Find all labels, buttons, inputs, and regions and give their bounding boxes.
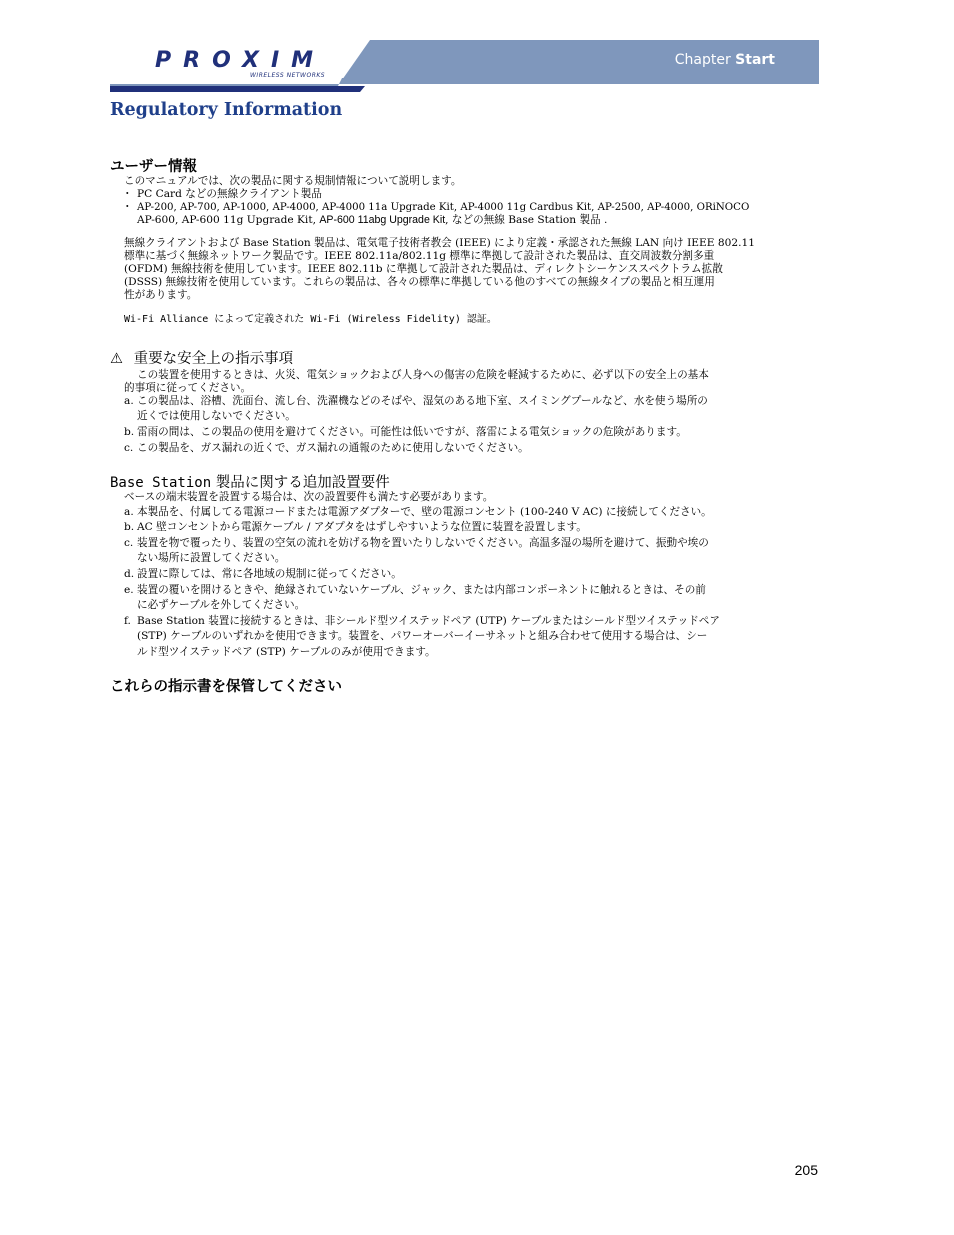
chapter-prefix: Chapter	[674, 52, 736, 68]
safety-item: この製品は、浴槽、洗面台、流し台、洗濯機などのそばや、湿気のある地下室、スイミングプールなど、水を使う場所の	[137, 395, 708, 407]
install-item: AC 壁コンセントから電源ケーブル / アダプタをはずしやすいような位置に装置を設置します。	[137, 521, 587, 533]
list-marker: f.	[124, 615, 131, 627]
bullet-mark: ・	[122, 188, 133, 200]
chapter-label	[675, 52, 775, 68]
safety-intro-cont: 的事項に従ってください。	[124, 382, 252, 394]
page-header	[110, 40, 819, 92]
safety-heading: 重要な安全上の指示事項	[133, 351, 294, 367]
list-marker: c.	[124, 537, 134, 549]
safety-intro: この装置を使用するときは、火災、電気ショックおよび人身への傷害の危険を軽減するために、必ず以下の安全上の基本	[137, 369, 709, 381]
para-line: 性があります。	[124, 289, 198, 301]
install-item: Base Station 装置に接続するときは、非シールド型ツイステッドペア (UTP) ケーブルまたはシールド型ツイステッドペア	[137, 615, 720, 627]
para-line: (DSSS) 無線技術を使用しています。これらの製品は、各々の標準に準拠している他のすべての無線タイプの製品と相互運用	[124, 276, 715, 288]
list-marker: e.	[124, 584, 134, 596]
keep-instructions-heading: これらの指示書を保管してください	[110, 678, 342, 695]
install-item-cont: ない場所に設置してください。	[137, 552, 286, 564]
base-station-intro: ベースの端末装置を設置する場合は、次の設置要件も満たす必要があります。	[124, 491, 494, 503]
bullet-mark: ・	[122, 201, 133, 213]
install-item: 設置に際しては、常に各地域の規制に従ってください。	[137, 568, 402, 580]
ap-600-abg-text: AP-600 11abg Upgrade Kit	[319, 214, 446, 226]
base-station-heading	[110, 471, 390, 492]
list-marker: c.	[124, 442, 134, 454]
bullet-pc-card: PC Card などの無線クライアント製品	[137, 188, 322, 200]
logo-subtitle: WIRELESS NETWORKS	[250, 72, 326, 79]
wifi-note: Wi-Fi Alliance によって定義された Wi-Fi (Wireless Fidelity) 認証。	[124, 314, 497, 325]
page-number: 205	[794, 1162, 818, 1178]
base-station-heading-latin: Base Station	[110, 475, 212, 491]
user-info-heading: ユーザー情報	[110, 158, 197, 175]
install-item-cont: ルド型ツイステッドペア (STP) ケーブルのみが使用できます。	[137, 646, 436, 658]
user-info-intro: このマニュアルでは、次の製品に関する規制情報について説明します。	[124, 175, 462, 187]
install-item-cont: に必ずケーブルを外してください。	[137, 599, 306, 611]
install-item-cont: (STP) ケーブルのいずれかを使用できます。装置を、パワーオーバーイーサネットと組み合わせて使用する場合は、シー	[137, 630, 708, 642]
safety-heading-row	[110, 347, 293, 368]
base-station-heading-rest: 製品に関する追加設置要件	[211, 475, 390, 491]
install-item: 装置を物で覆ったり、装置の空気の流れを妨げる物を置いたりしないでください。高温多湿の場所を避けて、振動や埃の	[137, 537, 709, 549]
list-marker: a.	[124, 506, 134, 518]
proxim-logo	[155, 48, 335, 80]
logo-wordmark: PROXIM	[155, 48, 326, 73]
para-line: 標準に基づく無線ネットワーク製品です。IEEE 802.11a/802.11g 標準に準拠して設計された製品は、直交周波数分割多重	[124, 250, 715, 262]
list-marker: d.	[124, 568, 135, 580]
bullet-ap-products: AP-200, AP-700, AP-1000, AP-4000, AP-4000 11a Upgrade Kit, AP-4000 11g Cardbus Kit, AP-2500, AP-4000, ORiNOCO	[137, 202, 750, 213]
list-marker: b.	[124, 521, 135, 533]
list-marker: a.	[124, 395, 134, 407]
ap-600-text: AP-600, AP-600 11g Upgrade Kit,	[137, 214, 320, 226]
safety-item: 雷雨の間は、この製品の使用を避けてください。可能性は低いですが、落雷による電気ショックの危険があります。	[137, 426, 687, 438]
page-title: Regulatory Information	[110, 100, 343, 120]
list-marker: b.	[124, 426, 135, 438]
safety-item-cont: 近くでは使用しないでください。	[137, 410, 296, 422]
banner-dark-wedge	[110, 86, 365, 92]
install-item: 装置の覆いを開けるときや、絶縁されていないケーブル、ジャック、または内部コンポーネントに触れるときは、その前	[137, 584, 706, 596]
safety-item: この製品を、ガス漏れの近くで、ガス漏れの通報のために使用しないでください。	[137, 442, 529, 454]
chapter-name: Start	[735, 52, 775, 68]
ap-600-tail: , などの無線 Base Station 製品 .	[445, 214, 608, 226]
para-line: (OFDM) 無線技術を使用しています。IEEE 802.11b に準拠して設計された製品は、ディレクトシーケンススペクトラム拡散	[124, 263, 723, 275]
bullet-ap-products-cont	[137, 214, 607, 227]
para-line: 無線クライアントおよび Base Station 製品は、電気電子技術者教会 (IEEE) により定義・承認された無線 LAN 向け IEEE 802.11	[124, 237, 755, 249]
install-item: 本製品を、付属してる電源コードまたは電源アダプターで、壁の電源コンセント (100-240 V AC) に接続してください。	[137, 506, 712, 518]
warning-icon: ⚠	[110, 351, 123, 367]
